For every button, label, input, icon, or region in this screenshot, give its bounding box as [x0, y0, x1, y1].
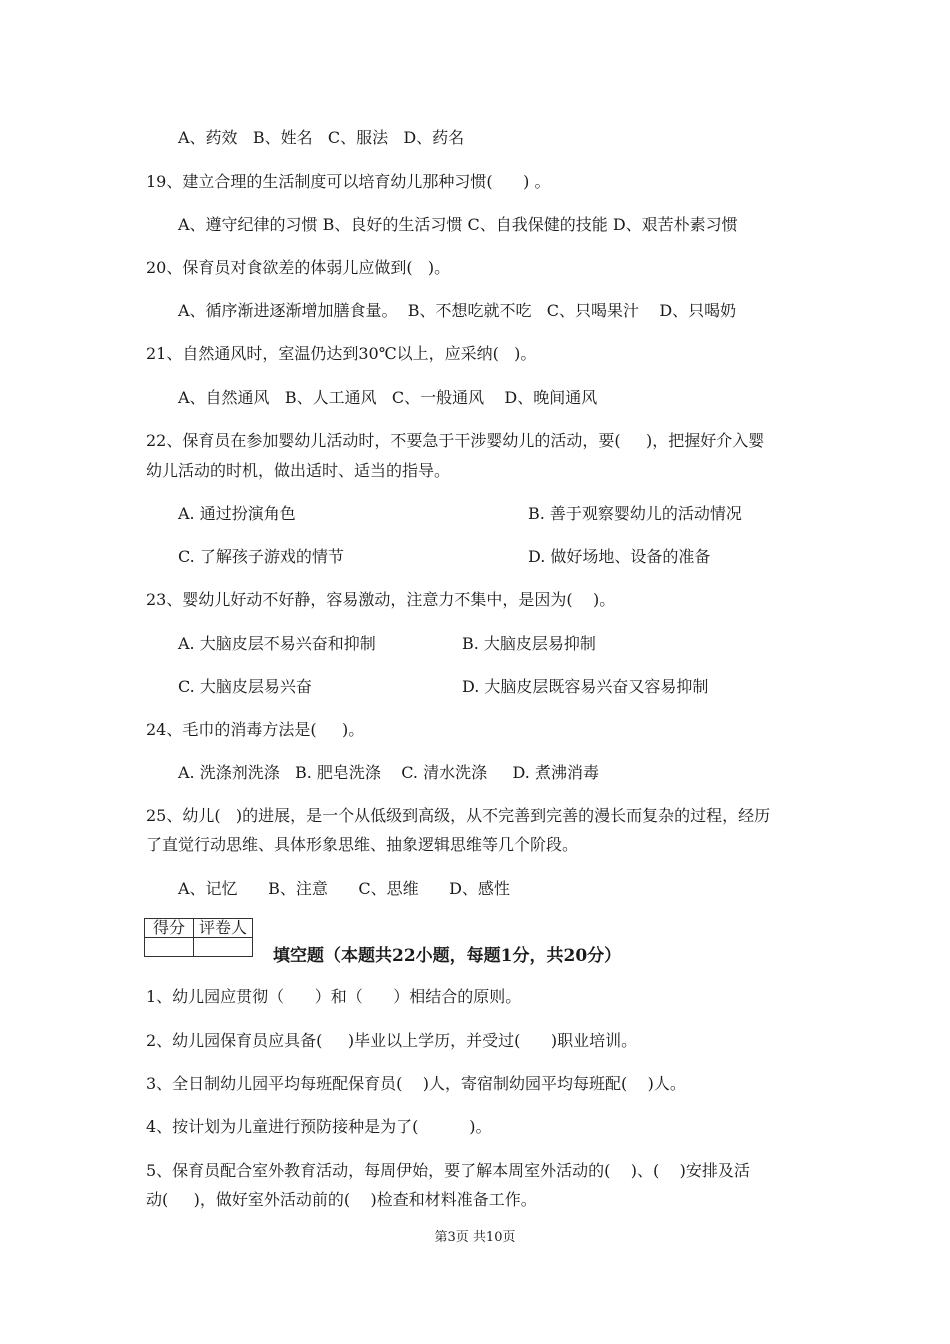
- answer-option: C. 大脑皮层易兴奋: [178, 677, 312, 696]
- question-text: 动( )，做好室外活动前的( )检查和材料准备工作。: [146, 1190, 537, 1209]
- score-label: 得分: [145, 919, 194, 938]
- question-text: 21、自然通风时，室温仍达到30℃以上，应采纳( )。: [146, 344, 537, 363]
- question-text: 4、按计划为儿童进行预防接种是为了( )。: [146, 1117, 492, 1136]
- answer-option: D. 大脑皮层既容易兴奋又容易抑制: [462, 677, 709, 696]
- section-title: 填空题（本题共22小题，每题1分，共20分）: [273, 946, 622, 966]
- answer-option: A. 大脑皮层不易兴奋和抑制: [178, 634, 376, 653]
- page-footer: 第3页 共10页: [434, 1230, 516, 1245]
- grader-label: 评卷人: [194, 919, 253, 938]
- question-text: 23、婴幼儿好动不好静，容易激动，注意力不集中，是因为( )。: [146, 590, 616, 609]
- grader-cell: [194, 938, 253, 957]
- answer-option: B. 善于观察婴幼儿的活动情况: [528, 504, 742, 523]
- answer-options: A、遵守纪律的习惯 B、良好的生活习惯 C、自我保健的技能 D、艰苦朴素习惯: [178, 215, 738, 234]
- question-text: 5、保育员配合室外教育活动，每周伊始，要了解本周室外活动的( )、( )安排及活: [146, 1161, 750, 1180]
- question-text: 1、幼儿园应贯彻（ ）和（ ）相结合的原则。: [146, 987, 522, 1006]
- answer-option: A. 通过扮演角色: [178, 504, 296, 523]
- answer-option: B. 大脑皮层易抑制: [462, 634, 596, 653]
- answer-options: A、自然通风 B、人工通风 C、一般通风 D、晚间通风: [178, 388, 598, 407]
- question-text: 19、建立合理的生活制度可以培育幼儿那种习惯( ) 。: [146, 172, 551, 191]
- answer-option: C. 了解孩子游戏的情节: [178, 547, 344, 566]
- answer-options: A、记忆 B、注意 C、思维 D、感性: [178, 879, 510, 898]
- score-cell: [145, 938, 194, 957]
- question-text: 24、毛巾的消毒方法是( )。: [146, 720, 365, 739]
- answer-options: A、循序渐进逐渐增加膳食量。 B、不想吃就不吃 C、只喝果汁 D、只喝奶: [178, 301, 737, 320]
- answer-options: A. 洗涤剂洗涤 B. 肥皂洗涤 C. 清水洗涤 D. 煮沸消毒: [178, 763, 599, 782]
- question-text: 25、幼儿( )的进展，是一个从低级到高级，从不完善到完善的漫长而复杂的过程，经历: [146, 806, 771, 825]
- answer-options: A、药效 B、姓名 C、服法 D、药名: [178, 128, 465, 147]
- question-text: 3、全日制幼儿园平均每班配保育员( )人，寄宿制幼园平均每班配( )人。: [146, 1074, 686, 1093]
- question-text: 2、幼儿园保育员应具备( )毕业以上学历，并受过( )职业培训。: [146, 1031, 638, 1050]
- answer-option: D. 做好场地、设备的准备: [528, 547, 711, 566]
- question-text: 22、保育员在参加婴幼儿活动时，不要急于干涉婴幼儿的活动，要( )，把握好介入婴: [146, 431, 765, 450]
- question-text: 了直觉行动思维、具体形象思维、抽象逻辑思维等几个阶段。: [146, 835, 579, 854]
- score-table: [144, 918, 253, 957]
- question-text: 20、保育员对食欲差的体弱儿应做到( )。: [146, 258, 451, 277]
- question-text: 幼儿活动的时机，做出适时、适当的指导。: [146, 461, 451, 480]
